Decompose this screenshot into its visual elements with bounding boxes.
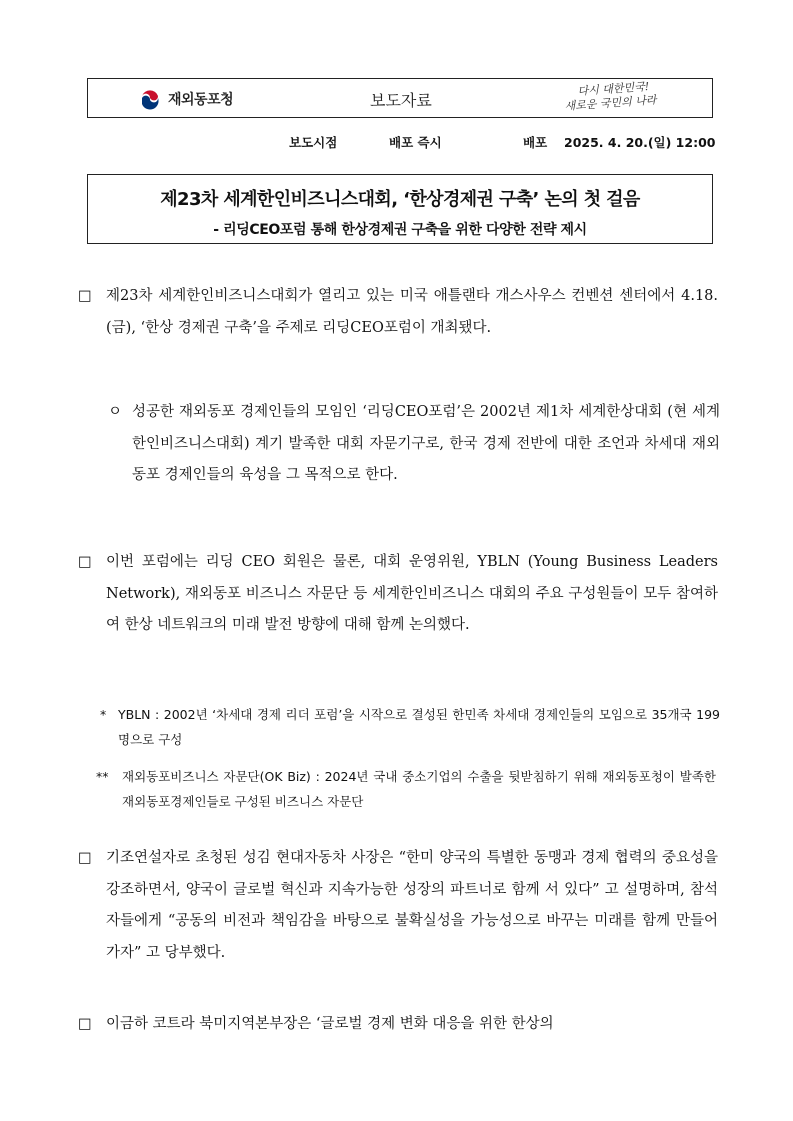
- release-time-value: 배포 즉시: [389, 135, 442, 150]
- square-bullet-icon: □: [78, 850, 92, 866]
- paragraph-1: [78, 281, 718, 344]
- paragraph-1-sub: [108, 397, 720, 492]
- distribution-label: 배포: [523, 135, 548, 150]
- paragraph-3-text: 기조연설자로 초청된 성김 현대자동차 사장은 “한미 양국의 특별한 동맹과 경제 협력의 중요성을 강조하면서, 양국이 글로벌 혁신과 지속가능한 성장의 파트너로 함께 서 있다” 고 설명하며, 참석자들에게 “공동의 비전과 책임감을 바탕으로 불확실성을 가능성으로 바꾸는 미래를 함께 만들어가자” 고 당부했다.: [106, 850, 718, 961]
- footnote-okbiz-text: 재외동포비즈니스 자문단(OK Biz) : 2024년 국내 중소기업의 수출을 뒷받침하기 위해 재외동포청이 발족한 재외동포경제인들로 구성된 비즈니스 자문단: [122, 769, 716, 809]
- headline-title: 제23차 세계한인비즈니스대회, ‘한상경제권 구축’ 논의 첫 걸음: [160, 189, 640, 210]
- agency-name: 재외동포청: [168, 92, 234, 108]
- square-bullet-icon: □: [78, 288, 92, 304]
- footnote-okbiz: [96, 764, 716, 814]
- press-header-box: [87, 78, 713, 118]
- footnote-ybln: [100, 702, 720, 752]
- headline-box: [87, 174, 713, 244]
- paragraph-3: [78, 843, 718, 969]
- asterisk-mark: *: [100, 707, 107, 722]
- paragraph-1-text: 제23차 세계한인비즈니스대회가 열리고 있는 미국 애틀랜타 개스사우스 컨벤션 센터에서 4.18.(금), ‘한상 경제권 구축’을 주제로 리딩CEO포럼이 개최됐다.: [106, 288, 718, 336]
- square-bullet-icon: □: [78, 554, 92, 570]
- release-time-label: 보도시점: [289, 135, 338, 150]
- paragraph-4: [78, 1009, 718, 1041]
- headline-subtitle: - 리딩CEO포럼 통해 한상경제권 구축을 위한 다양한 전략 제시: [213, 222, 587, 238]
- slogan-line-1: 다시 대한민국!: [577, 79, 650, 98]
- paragraph-2: [78, 547, 718, 642]
- paragraph-1-sub-text: 성공한 재외동포 경제인들의 모임인 ‘리딩CEO포럼’은 2002년 제1차 세계한상대회 (현 세계한인비즈니스대회) 계기 발족한 대회 자문기구로, 한국 경제 전반에 대한 조언과 차세대 재외동포 경제인들의 육성을 그 목적으로 한다.: [132, 404, 720, 483]
- distribution-date: 2025. 4. 20.(일) 12:00: [564, 135, 716, 150]
- circle-bullet-icon: ㅇ: [108, 404, 123, 420]
- square-bullet-icon: □: [78, 1016, 92, 1032]
- press-release-label: 보도자료: [370, 91, 432, 110]
- footnote-ybln-text: YBLN : 2002년 ‘차세대 경제 리더 포럼’을 시작으로 결성된 한민족 차세대 경제인들의 모임으로 35개국 199명으로 구성: [118, 707, 720, 747]
- taegeuk-logo-icon: [138, 87, 162, 111]
- paragraph-4-text: 이금하 코트라 북미지역본부장은 ‘글로벌 경제 변화 대응을 위한 한상의: [106, 1016, 554, 1032]
- slogan-line-2: 새로운 국민의 나라: [564, 93, 657, 113]
- slogan-signature: [563, 76, 705, 114]
- agency-logo: [138, 86, 233, 112]
- double-asterisk-mark: **: [96, 769, 109, 784]
- paragraph-2-text: 이번 포럼에는 리딩 CEO 회원은 물론, 대회 운영위원, YBLN (Young Business Leaders Network), 재외동포 비즈니스 자문단 등 세계한인비즈니스 대회의 주요 구성원들이 모두 참여하여 한상 네트워크의 미래 발전 방향에 대해 함께 논의했다.: [106, 554, 718, 633]
